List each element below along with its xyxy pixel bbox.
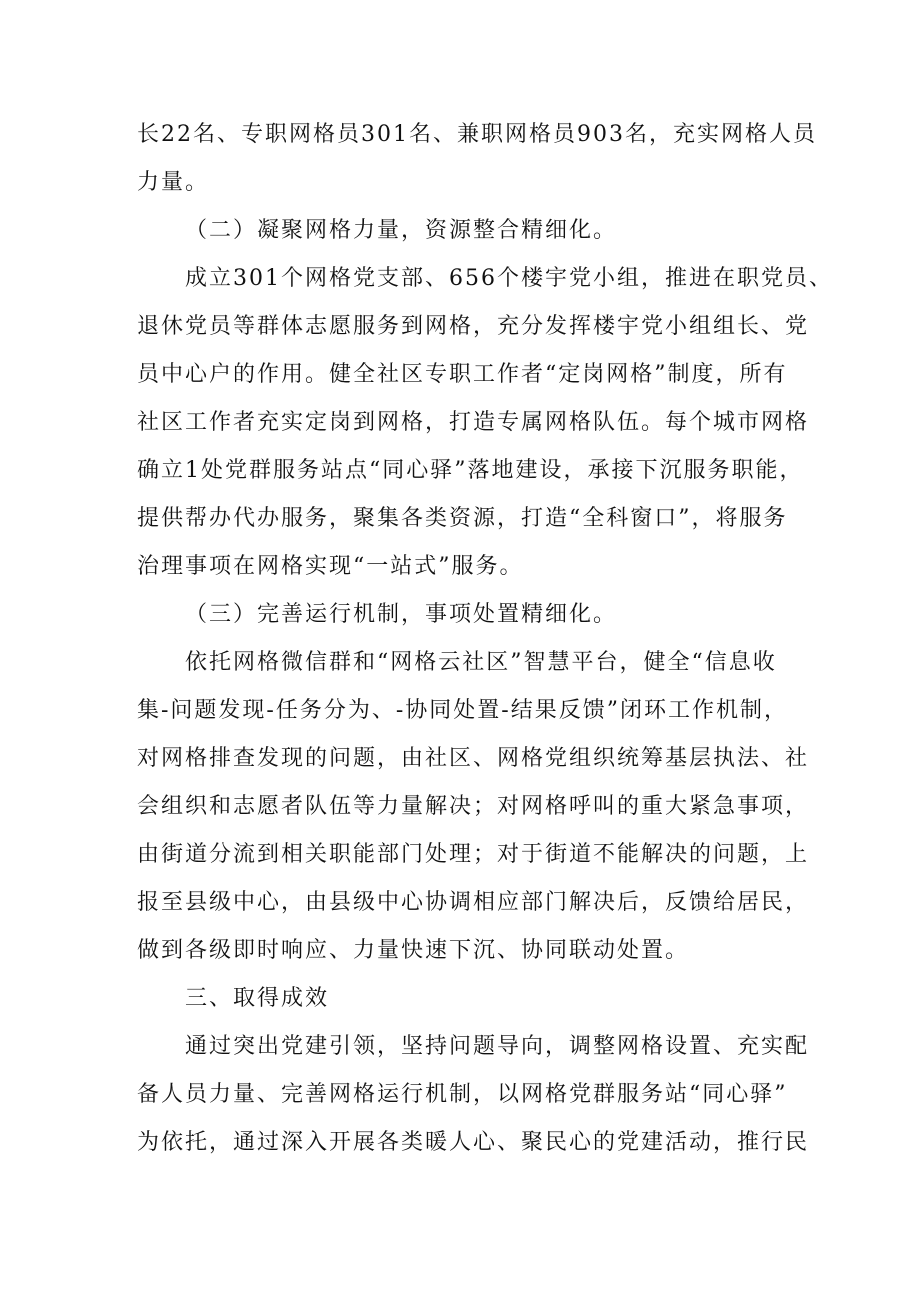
- body-line: 确立1处党群服务站点“同心驿”落地建设，承接下沉服务职能，: [137, 458, 804, 483]
- body-line: 由街道分流到相关职能部门处理；对于街道不能解决的问题，上: [137, 842, 810, 867]
- body-line: 提供帮办代办服务，聚集各类资源，打造“全科窗口”，将服务: [137, 506, 788, 531]
- body-line: 社区工作者充实定岗到网格，打造专属网格队伍。每个城市网格: [137, 410, 810, 435]
- chapter-heading: 三、取得成效: [185, 986, 330, 1011]
- paragraph-first-line: 依托网格微信群和“网格云社区”智慧平台，健全“信息收: [185, 650, 777, 675]
- body-line: 治理事项在网格实现“一站式”服务。: [137, 554, 524, 579]
- body-line: 长22名、专职网格员301名、兼职网格员903名，充实网格人员: [137, 122, 817, 147]
- section-heading-3: （三）完善运行机制，事项处置精细化。: [185, 602, 618, 627]
- body-line: 做到各级即时响应、力量快速下沉、协同联动处置。: [137, 938, 690, 963]
- section-heading-2: （二）凝聚网格力量，资源整合精细化。: [185, 218, 618, 243]
- body-line: 集-问题发现-任务分为、-协同处置-结果反馈”闭环工作机制，: [137, 698, 788, 723]
- body-line: 退休党员等群体志愿服务到网格，充分发挥楼宇党小组组长、党: [137, 314, 810, 339]
- paragraph-first-line: 成立301个网格党支部、656个楼宇党小组，推进在职党员、: [185, 266, 833, 291]
- body-line: 为依托，通过深入开展各类暖人心、聚民心的党建活动，推行民: [137, 1130, 810, 1155]
- body-line: 会组织和志愿者队伍等力量解决；对网格呼叫的重大紧急事项，: [137, 794, 810, 819]
- paragraph-first-line: 通过突出党建引领，坚持问题导向，调整网格设置、充实配: [185, 1034, 810, 1059]
- body-line: 员中心户的作用。健全社区专职工作者“定岗网格”制度，所有: [137, 362, 788, 387]
- body-line: 报至县级中心，由县级中心协调相应部门解决后，反馈给居民，: [137, 890, 810, 915]
- body-line: 对网格排查发现的问题，由社区、网格党组织统筹基层执法、社: [137, 746, 810, 771]
- body-line: 力量。: [137, 170, 210, 195]
- body-line: 备人员力量、完善网格运行机制，以网格党群服务站“同心驿”: [137, 1082, 788, 1107]
